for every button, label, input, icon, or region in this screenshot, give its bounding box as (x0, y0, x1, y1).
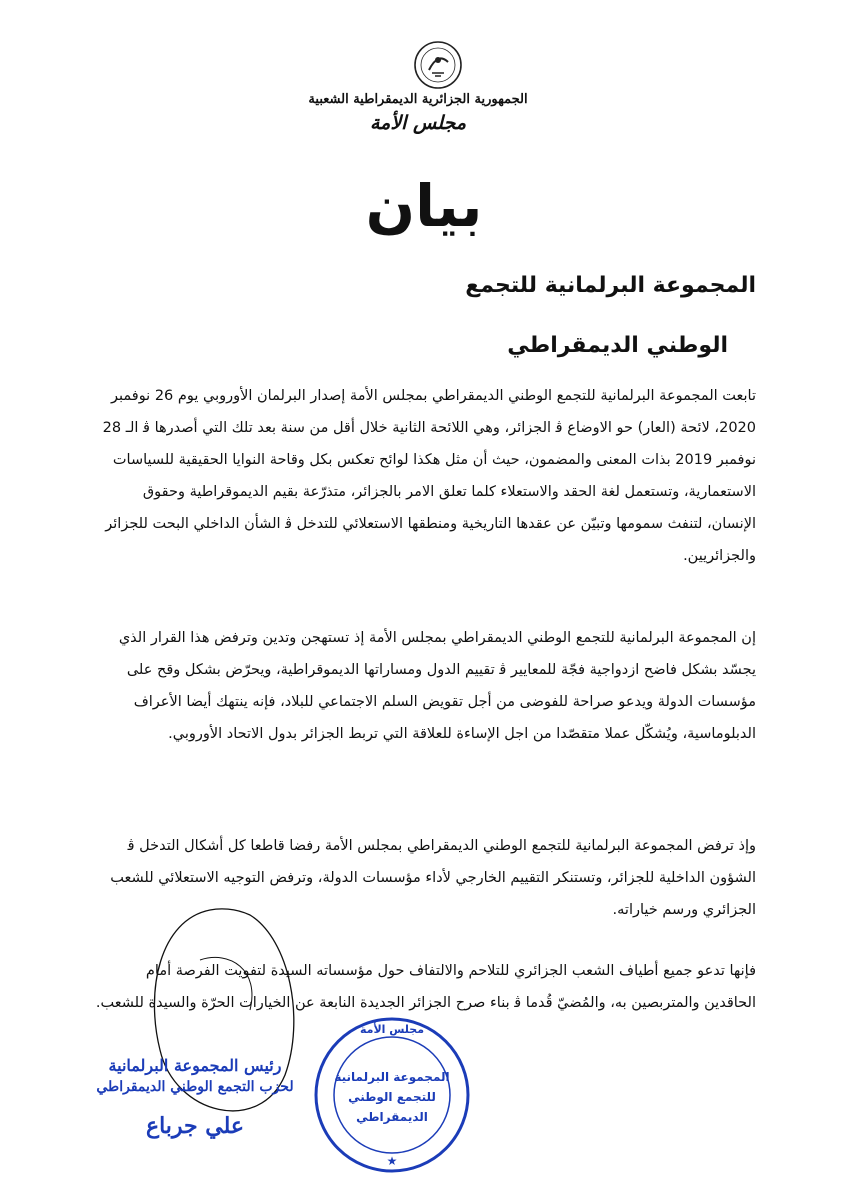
paragraph-4: فإنها تدعو جميع أطياف الشعب الجزائري للتلاحم والالتفاف حول مؤسساته السيدة لتفويت الفرصة أمام الحاقدين والمتربصين به، والمُضيّ قُدما ﭬ بناء صرح الجزائر الجديدة النابعة عن الخيارات الحرّة والسيدة للشعب. (95, 963, 756, 1011)
stamp-line3: الديمقراطي (356, 1110, 428, 1124)
header-country-name: الجمهورية الجزائرية الديمقراطية الشعبية (308, 92, 528, 107)
header-institution-name: مجلس الأمة (369, 112, 467, 134)
official-stamp (312, 1015, 472, 1175)
signatory-title-line2: لحزب التجمع الوطني الديمقراطي (96, 1079, 294, 1095)
stamp-line2: للتجمع الوطني (348, 1090, 436, 1104)
document-subtitle-line2: الوطني الديمقراطي (507, 333, 728, 358)
signature-block (90, 1055, 300, 1141)
document-title: بيان (365, 172, 483, 240)
signatory-title-line1: رئيس المجموعة البرلمانية (108, 1056, 282, 1075)
paragraph-3: وإذ ترفض المجموعة البرلمانية للتجمع الوطني الديمقراطي بمجلس الأمة رفضا قاطعا كل أشكال التدخل ﭬ الشؤون الداخلية للجزائر، وتستنكر التقييم الخارجي لأداء مؤسسات الدولة، وترفض التوجيه الاستعلائي للشعب الجزائري ورسم خياراته. (110, 838, 756, 918)
signatory-name: علي جرباع (145, 1113, 245, 1139)
algeria-emblem-icon (402, 40, 474, 90)
paragraph-2: إن المجموعة البرلمانية للتجمع الوطني الديمقراطي بمجلس الأمة إذ تستهجن وتدين وترفض هذا القرار الذي يجسّد بشكل فاضح ازدواجية فجّة للمعايير ﭬ تقييم الدول ومساراتها الديموقراطية، ويحرّض بشكل وقح على مؤسسات الدولة ويدعو صراحة للفوضى من أجل تقويض السلم الاجتماعي للبلاد، فإنه ينتهك أيضا الأعراف الدبلوماسية، ويُشكّل عملا متقصّدا من اجل الإساءة للعلاقة التي تربط الجزائر بدول الاتحاد الأوروبي. (118, 630, 756, 742)
document-subtitle-line1: المجموعة البرلمانية للتجمع (465, 273, 756, 298)
stamp-line1: المجموعة البرلمانية (334, 1070, 450, 1084)
stamp-top-text: مجلس الأمة (359, 1023, 425, 1036)
star-icon: ★ (386, 1154, 398, 1168)
paragraph-1: تابعت المجموعة البرلمانية للتجمع الوطني الديمقراطي بمجلس الأمة إصدار البرلمان الأوروبي يوم 26 نوفمبر 2020، لائحة (العار) حو الاوضاع ﭬ الجزائر، وهي اللائحة الثانية خلال أقل من سنة بعد تلك التي أصدرها ﭬ الـ 28 نوفمبر 2019 بذات المعنى والمضمون، حيث أن مثل هكذا لوائح تعكس بكل وقاحة النوايا الحقيقية للسياسات الاستعمارية، وتستعمل لغة الحقد والاستعلاء كلما تعلق الامر بالجزائر، متذرّعة بقيم الديموقراطية وحقوق الإنسان، لتنفث سمومها وتبيّن عن عقدها التاريخية ومنطقها الاستعلائي للتدخل ﭬ الشأن الداخلي البحت للجزائر والجزائريين. (102, 388, 756, 564)
